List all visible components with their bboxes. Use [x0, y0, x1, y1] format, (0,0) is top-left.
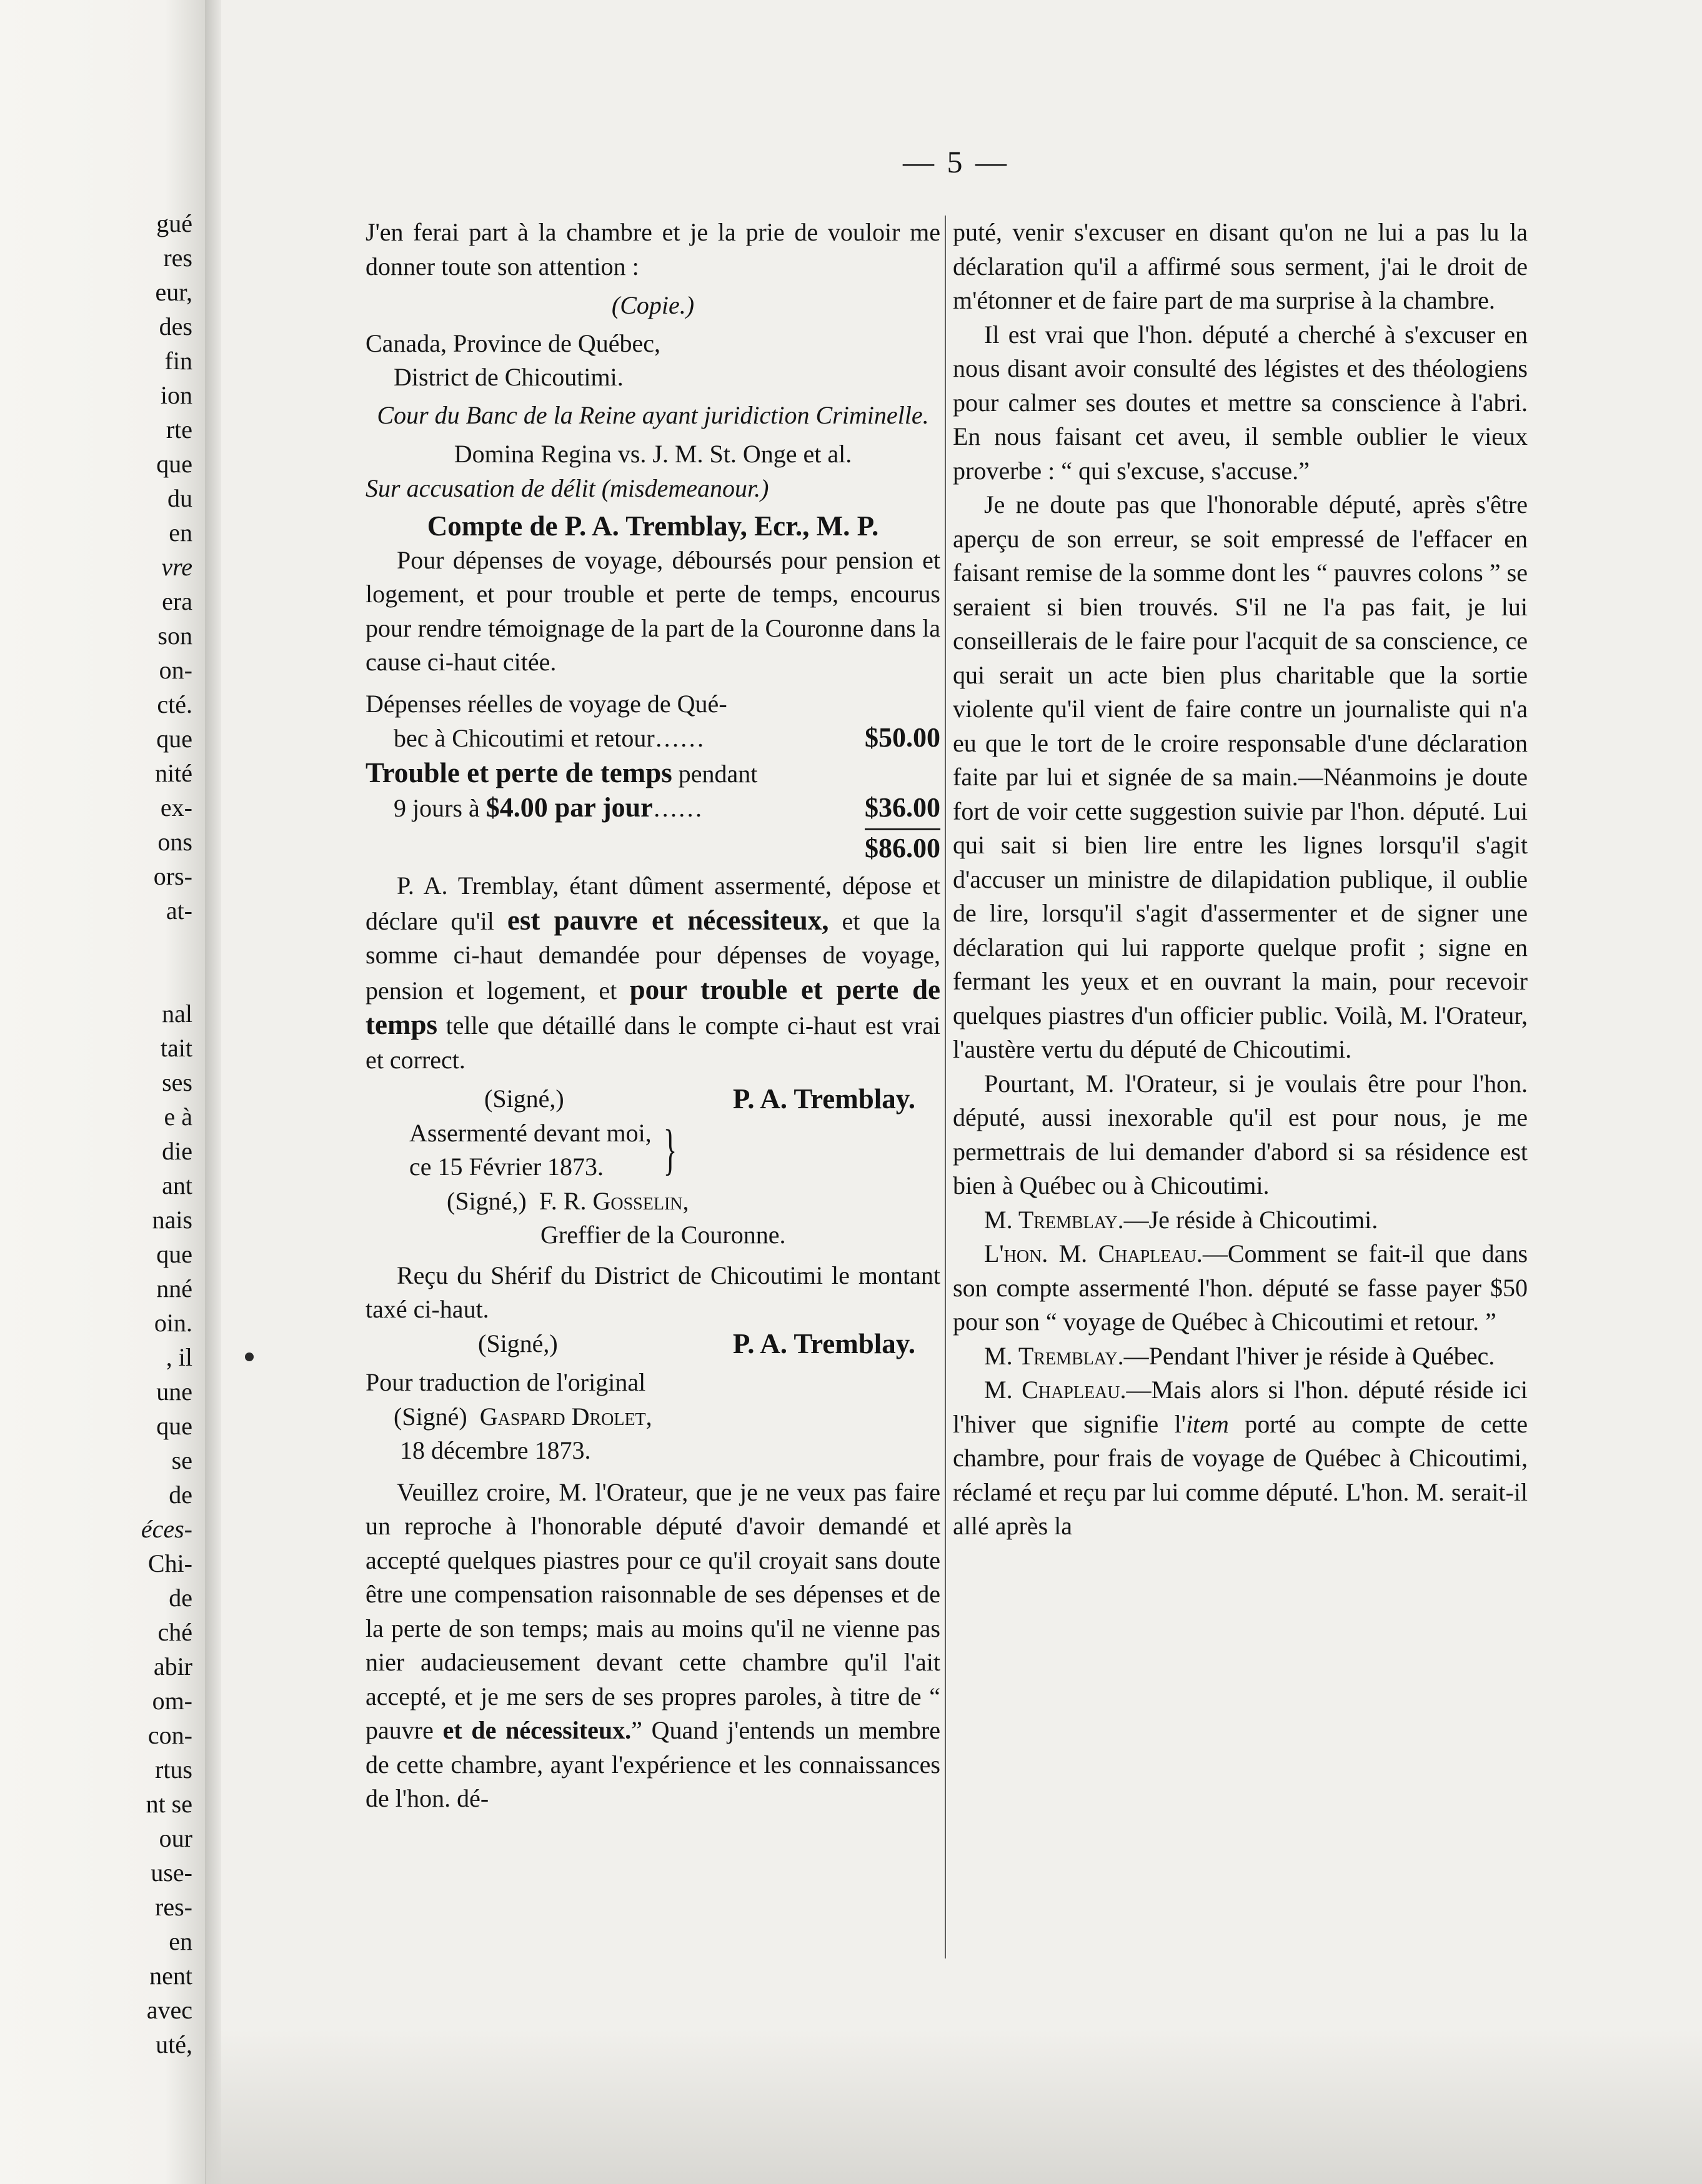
margin-fragment: de — [169, 1584, 192, 1612]
right-column — [953, 216, 1528, 1544]
signed-label-2: (Signé,) — [478, 1329, 558, 1358]
signed-label: (Signé,) — [484, 1085, 564, 1113]
copie-label: (Copie.) — [611, 291, 695, 319]
margin-fragment: ant — [162, 1171, 192, 1199]
margin-fragment: ors- — [153, 862, 192, 890]
margin-fragment: at- — [166, 896, 192, 925]
margin-fragment: des — [159, 312, 192, 340]
margin-fragment: ons — [157, 828, 192, 856]
margin-fragment: nal — [162, 1000, 192, 1028]
right-paragraph-3: Je ne doute pas que l'honorable député, après s'être aperçu de son erreur, se soit empressé de l'effacer en faisant remise de la somme dont les “ pauvres colons ” se seraient si bien trouvés. S'il ne l'a pas fait, je lui conseillerais de le faire pour l'acquit de sa conscience, ce qui serait un acte bien plus charitable que la sortie violente qu'il vient de faire contre un journaliste qui n'a eu que le tort de le croire responsable d'une déclaration faite par lui et signée de sa main.—Néanmoins je doute fort de voir cette suggestion suivie par l'hon. député. Lui qui sait si bien lire entre les lignes lorsqu'il s'agit d'accuser un ministre de dilapidation publique, il oublie de lire, lorsqu'il s'agit d'assermenter et de signer une déclaration qui lui rapporte quelque profit ; signe en fermant les yeux et en ouvrant la main, pour recevoir quelques piastres d'un officier public. Voilà, M. l'Orateur, l'austère vertu du député de Chicoutimi. — [953, 490, 1528, 1063]
margin-fragment: uté, — [156, 2030, 192, 2058]
margin-fragment: se — [171, 1446, 192, 1474]
clerk-title: Greffier de la Couronne. — [540, 1221, 786, 1249]
translator-signature: (Signé) Gaspard Drolet, — [394, 1402, 652, 1431]
margin-fragment: ion — [160, 381, 192, 409]
margin-fragment: que — [156, 1240, 192, 1268]
margin-fragment: du — [167, 484, 192, 512]
expense-item-2 — [366, 756, 940, 826]
expense-item-1-line-1: Dépenses réelles de voyage de Qué- — [366, 689, 727, 718]
margin-fragment: éces- — [141, 1515, 192, 1543]
expense-item-2-rest: pendant — [672, 759, 758, 788]
account-title: Compte de P. A. Tremblay, Ecr., M. P. — [427, 510, 879, 542]
margin-fragment: nent — [149, 1962, 192, 1990]
margin-fragment: cté. — [157, 690, 192, 718]
expense-item-1-amount: $50.00 — [865, 722, 940, 753]
clerk-signature: (Signé,) F. R. Gosselin, — [447, 1186, 689, 1215]
expense-item-2-days: 9 jours à — [394, 794, 486, 822]
signer-name: P. A. Tremblay. — [732, 1083, 915, 1114]
intro-text: J'en ferai part à la chambre et je la prie de vouloir me donner toute son attention : — [366, 218, 940, 280]
expense-item-1 — [366, 687, 940, 756]
margin-fragment: rte — [166, 415, 192, 444]
margin-fragment: nt se — [146, 1790, 192, 1818]
margin-fragment: tait — [160, 1034, 192, 1062]
signature-row-2 — [366, 1327, 940, 1361]
margin-text-fragments — [117, 206, 192, 2062]
margin-fragment: nais — [152, 1206, 192, 1234]
margin-fragment: abir — [153, 1652, 192, 1680]
expense-item-2-dots: …… — [652, 794, 703, 822]
expense-item-1-line-2: bec à Chicoutimi et retour…… — [394, 724, 705, 752]
margin-fragment: , il — [166, 1343, 192, 1371]
margin-fragment: son — [157, 622, 192, 650]
brace-mark: } — [663, 1119, 677, 1181]
margin-fragment: oin. — [154, 1309, 192, 1337]
margin-fragment: que — [156, 1412, 192, 1440]
margin-fragment: avec — [146, 1996, 192, 2024]
translation-date: 18 décembre 1873. — [400, 1436, 591, 1464]
oath-line-1: Assermenté devant moi, — [409, 1118, 652, 1147]
margin-fragment: nité — [155, 759, 192, 787]
expense-item-2-amount: $36.00 — [865, 792, 940, 823]
margin-fragment: om- — [152, 1687, 192, 1715]
margin-fragment: res- — [155, 1893, 192, 1921]
margin-fragment: en — [169, 1927, 192, 1955]
margin-fragment: que — [156, 450, 192, 478]
jurisdiction-line-2: District de Chicoutimi. — [394, 363, 624, 391]
column-divider — [945, 216, 946, 1958]
margin-fragment: on- — [159, 656, 192, 684]
expense-item-2-bold: Trouble et perte de temps — [366, 757, 672, 788]
signer-name-2: P. A. Tremblay. — [732, 1328, 915, 1359]
margin-fragment: era — [162, 587, 192, 615]
court-name: Cour du Banc de la Reine ayant juridiction Criminelle. — [377, 400, 929, 429]
bottom-shadow — [206, 2028, 1702, 2184]
affidavit-text: P. A. Tremblay, étant dûment assermenté, dépose et déclare qu'il est pauvre et nécessiteux, et que la somme ci-haut demandée pour dépenses de voyage, pension et logement, et pour trouble et perte de temps telle que détaillé dans le compte ci-haut est vrai et correct. — [366, 871, 941, 1074]
dialogue-chapleau-2: M. Chapleau.—Mais alors si l'hon. député réside ici l'hiver que signifie l'item porté au compte de cette chambre, pour frais de voyage de Québec à Chicoutimi, réclamé et reçu par lui comme député. L'hon. M. serait-il allé après la — [953, 1376, 1528, 1540]
left-column — [366, 216, 940, 1816]
ink-dot — [245, 1353, 254, 1361]
signature-row-1 — [366, 1082, 940, 1116]
receipt-text: Reçu du Shérif du District de Chicoutimi le montant taxé ci-haut. — [366, 1261, 940, 1323]
speech-paragraph-1: Veuillez croire, M. l'Orateur, que je ne veux pas faire un reproche à l'honorable député d'avoir demandé et accepté quelques piastres pour ce qu'il croyait sans doute être une compensation raisonnable de ses dépenses et de la perte de son temps; mais au moins qu'il ne vienne pas nier audacieusement devant cette chambre qu'il l'ait accepté, et je me sers de ses propres paroles, à titre de “ pauvre et de nécessiteux.” Quand j'entends un membre de cette chambre, ayant l'expérience et les connaissances de l'hon. dé- — [366, 1477, 940, 1812]
charge-text: Sur accusation de délit (misdemeanour.) — [366, 474, 769, 502]
expense-item-2-rate: $4.00 par jour — [485, 792, 653, 823]
margin-fragment: eur, — [155, 278, 192, 306]
margin-fragment: une — [156, 1377, 192, 1406]
page-number: — 5 — — [903, 144, 1009, 179]
right-paragraph-4: Pourtant, M. l'Orateur, si je voulais être pour l'hon. député, aussi inexorable qu'il est pour nous, je me permettrais de lui demander d'abord si sa résidence est bien à Québec ou à Chicoutimi. — [953, 1069, 1528, 1199]
oath-block — [366, 1116, 940, 1184]
jurisdiction-line-1: Canada, Province de Québec, — [366, 329, 661, 357]
margin-fragment: con- — [147, 1721, 192, 1749]
right-paragraph-1: puté, venir s'excuser en disant qu'on ne lui a pas lu la déclaration qu'il a affirmé sous serment, j'ai le droit de m'étonner et de faire part de ma surprise à la chambre. — [953, 218, 1528, 314]
translation-note: Pour traduction de l'original — [366, 1368, 646, 1396]
case-title: Domina Regina vs. J. M. St. Onge et al. — [454, 440, 852, 468]
margin-fragment: ex- — [160, 793, 192, 821]
oath-line-2: ce 15 Février 1873. — [409, 1153, 604, 1181]
margin-fragment: que — [156, 725, 192, 753]
margin-fragment: de — [169, 1481, 192, 1509]
dialogue-tremblay-1: M. Tremblay.—Je réside à Chicoutimi. — [984, 1205, 1378, 1234]
margin-fragment: ché — [157, 1618, 192, 1646]
page-fold-shadow — [205, 0, 221, 2184]
margin-fragment: en — [169, 519, 192, 547]
previous-page-margin — [0, 0, 206, 2184]
margin-fragment: vre — [161, 553, 192, 581]
margin-fragment: our — [159, 1824, 192, 1852]
margin-fragment: die — [162, 1137, 192, 1165]
margin-fragment: Chi- — [147, 1549, 192, 1577]
dialogue-chapleau-1: L'hon. M. Chapleau.—Comment se fait-il que dans son compte assermenté l'hon. député se fasse payer $50 pour son “ voyage de Québec à Chicoutimi et retour. ” — [953, 1239, 1528, 1336]
margin-fragment: ses — [162, 1068, 192, 1096]
margin-fragment: e à — [164, 1103, 192, 1131]
margin-fragment: gué — [156, 209, 192, 237]
margin-fragment: use- — [151, 1859, 192, 1887]
margin-fragment: res — [163, 244, 192, 272]
margin-fragment: fin — [164, 347, 192, 375]
margin-fragment: rtus — [155, 1755, 192, 1784]
right-paragraph-2: Il est vrai que l'hon. député a cherché à s'excuser en nous disant avoir consulté des légistes et des théologiens pour calmer ses doutes et mettre sa conscience à l'abri. En nous faisant cet aveu, il semble oublier le vieux proverbe : “ qui s'excuse, s'accuse.” — [953, 320, 1528, 485]
account-description: Pour dépenses de voyage, déboursés pour pension et logement, et pour trouble et perte de temps, encourus pour rendre témoignage de la part de la Couronne dans la cause ci-haut citée. — [366, 545, 940, 676]
expense-total: $86.00 — [865, 828, 940, 866]
margin-fragment: nné — [156, 1274, 192, 1303]
dialogue-tremblay-2: M. Tremblay.—Pendant l'hiver je réside à Québec. — [984, 1341, 1495, 1370]
